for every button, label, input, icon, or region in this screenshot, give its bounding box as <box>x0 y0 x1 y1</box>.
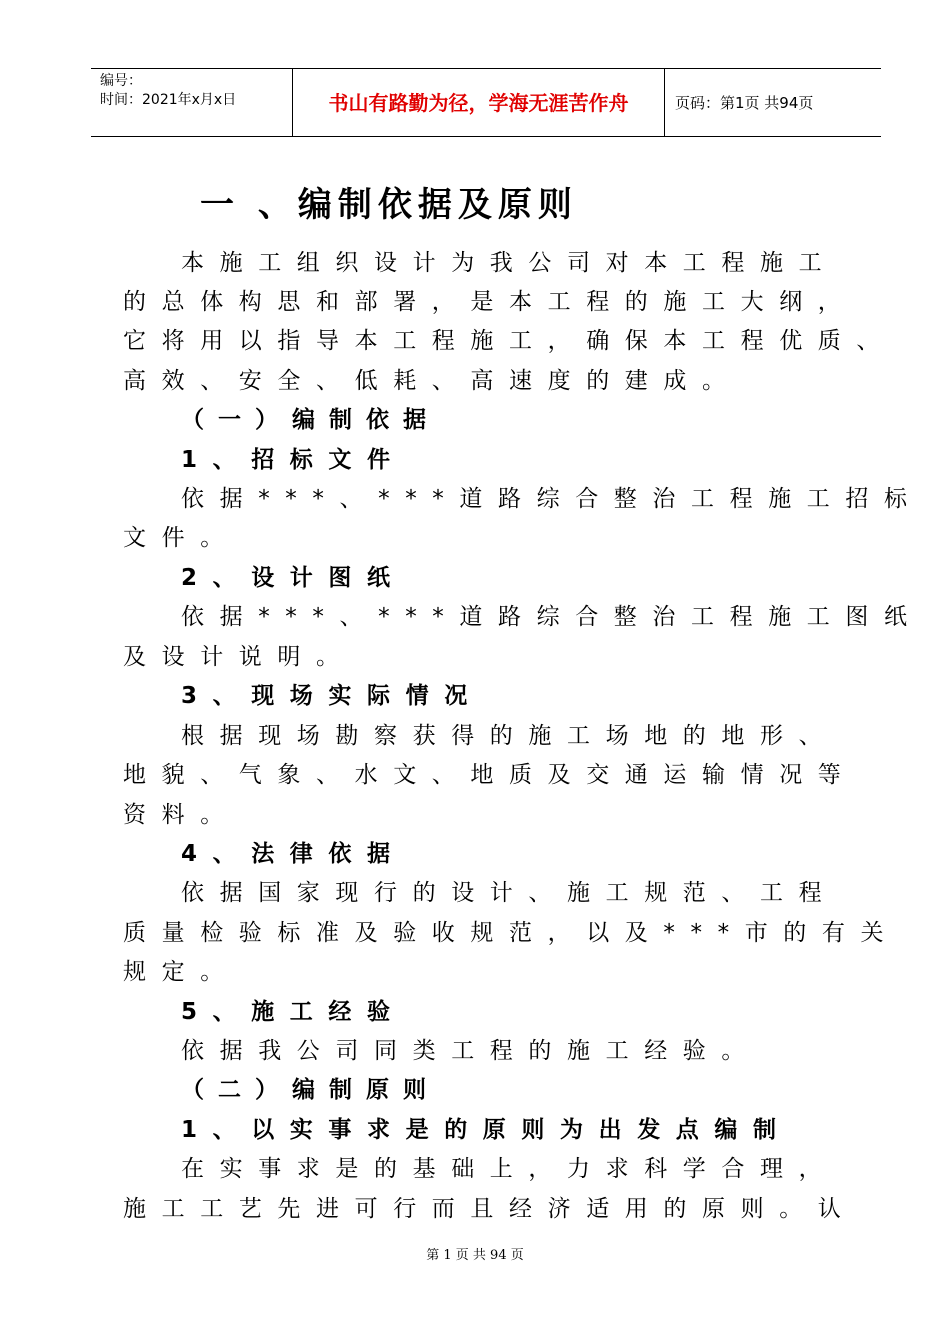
paragraph-line: 依据我公司同类工程的施工经验。 <box>181 1038 760 1064</box>
header-page-cell <box>665 69 881 136</box>
header-table <box>91 68 881 137</box>
document-number-label: 编号： <box>100 73 142 89</box>
item-heading: 3、现场实际情况 <box>181 683 483 709</box>
document-time-label: 时间：2021年x月x日 <box>100 92 237 108</box>
paragraph-line: 依据***、***道路综合整治工程施工图纸 <box>181 604 923 630</box>
paragraph-line: 根据现场勘察获得的施工场地的地形、 <box>181 723 838 749</box>
page-footer: 第 1 页 共 94 页 <box>426 1248 524 1263</box>
paragraph-line: 规定。 <box>123 959 239 985</box>
paragraph-line: 高效、安全、低耗、高速度的建成。 <box>123 368 741 394</box>
subsection-heading: （二）编制原则 <box>181 1077 440 1103</box>
paragraph-line: 依据***、***道路综合整治工程施工招标 <box>181 486 923 512</box>
subsection-heading: （一）编制依据 <box>181 407 440 433</box>
header-motto: 书山有路勤为径，学海无涯苦作舟 <box>328 91 629 115</box>
paragraph-line: 及设计说明。 <box>123 644 355 670</box>
item-heading: 1、招标文件 <box>181 447 406 473</box>
item-heading: 4、法律依据 <box>181 841 406 867</box>
paragraph-line: 本施工组织设计为我公司对本工程施工 <box>181 250 838 276</box>
paragraph-line: 依据国家现行的设计、施工规范、工程 <box>181 880 838 906</box>
header-page-number: 页码：第1页 共94页 <box>675 94 814 112</box>
paragraph-line: 在实事求是的基础上，力求科学合理， <box>181 1156 838 1182</box>
item-heading: 2、设计图纸 <box>181 565 406 591</box>
paragraph-line: 施工工艺先进可行而且经济适用的原则。认 <box>123 1196 857 1222</box>
paragraph-line: 质量检验标准及验收规范，以及***市的有关 <box>123 920 900 946</box>
item-heading: 5、施工经验 <box>181 999 406 1025</box>
paragraph-line: 它将用以指导本工程施工，确保本工程优质、 <box>123 328 895 354</box>
item-heading: 1、以实事求是的原则为出发点编制 <box>181 1117 792 1143</box>
section-title: 一 、编制依据及原则 <box>200 185 578 225</box>
paragraph-line: 文件。 <box>123 525 239 551</box>
paragraph-line: 地貌、气象、水文、地质及交通运输情况等 <box>123 762 857 788</box>
paragraph-line: 资料。 <box>123 802 239 828</box>
header-meta-cell <box>91 69 293 136</box>
header-motto-cell <box>293 69 665 136</box>
paragraph-line: 的总体构思和部署，是本工程的施工大纲， <box>123 289 857 315</box>
